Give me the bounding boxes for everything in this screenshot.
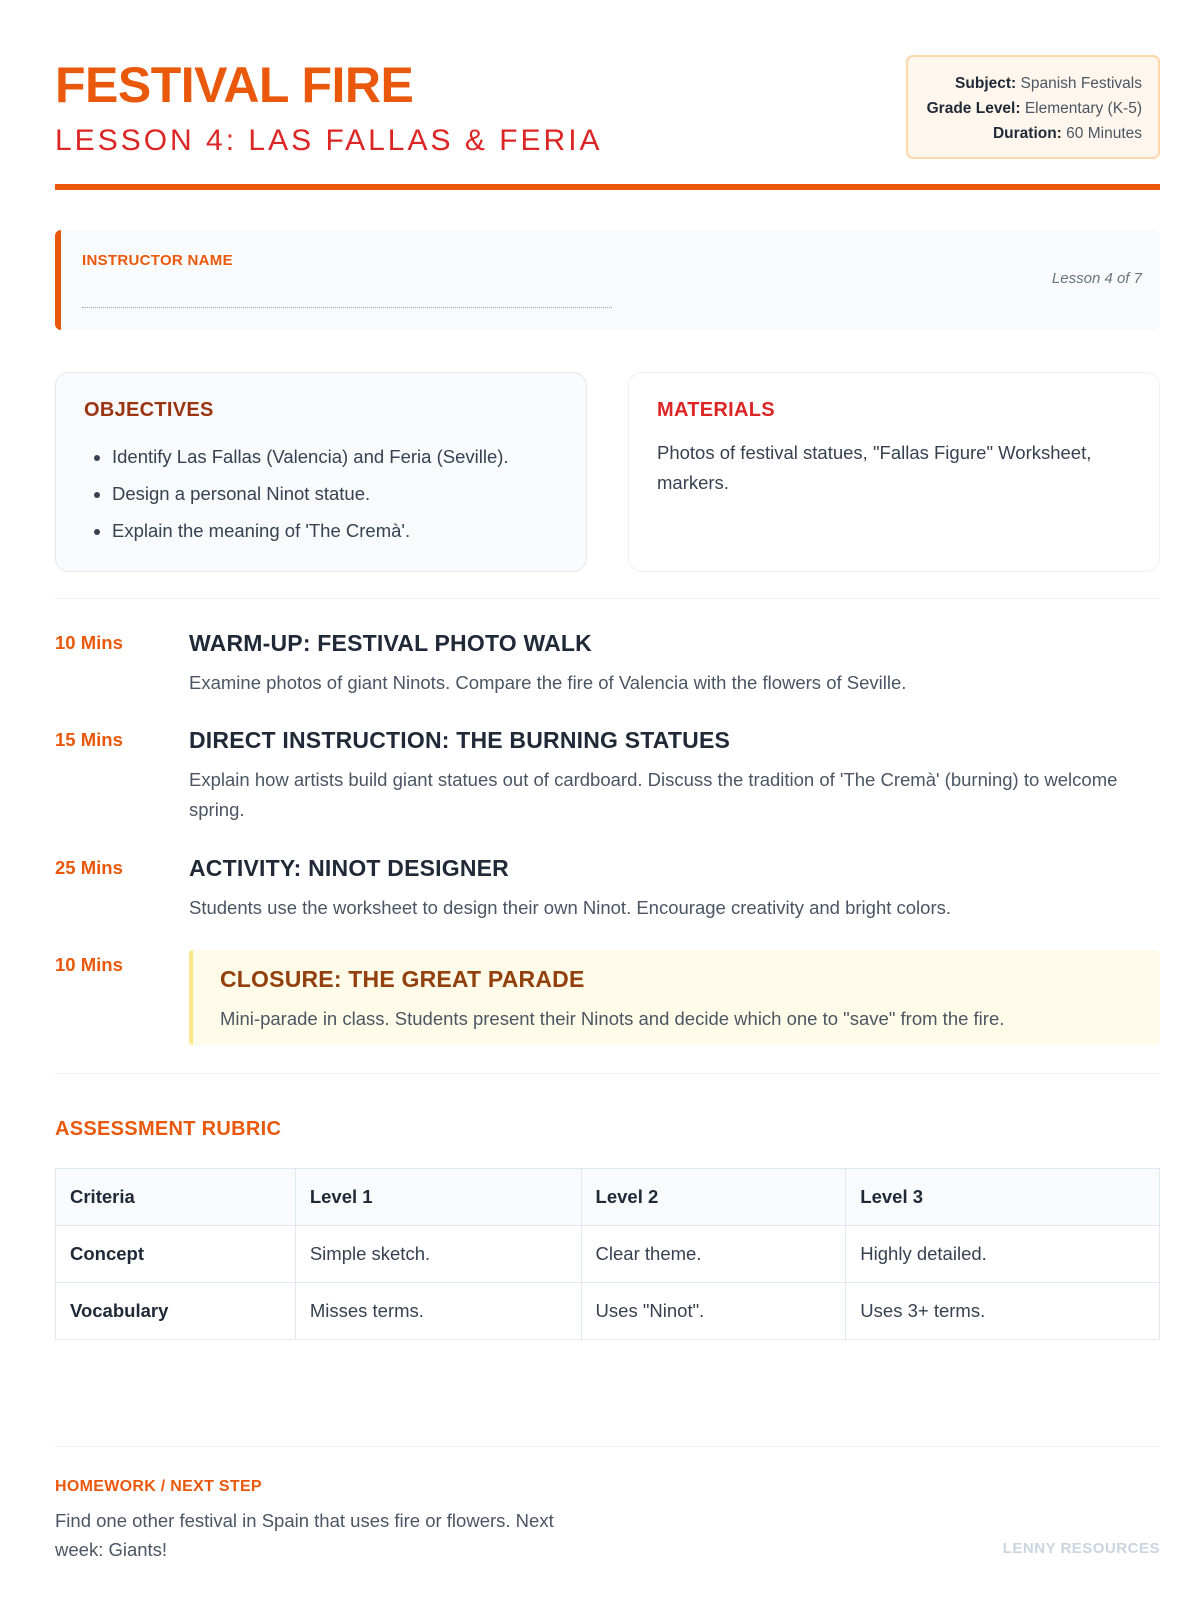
lesson-meta-box	[906, 55, 1160, 159]
table-cell: Concept	[56, 1226, 296, 1283]
column-header: Level 2	[581, 1169, 846, 1226]
list-item: • Design a personal Ninot statue.	[112, 475, 558, 512]
closure-callout	[189, 950, 1160, 1045]
section-divider	[55, 1073, 1160, 1074]
materials-text: Photos of festival statues, "Fallas Figure" Worksheet, markers.	[657, 442, 1092, 493]
table-cell: Highly detailed.	[846, 1226, 1160, 1283]
step-description: Examine photos of giant Ninots. Compare the fire of Valencia with the flowers of Seville.	[189, 672, 907, 693]
step-body	[189, 725, 1160, 825]
meta-label: Duration:	[992, 125, 1062, 142]
objectives-list	[84, 438, 558, 549]
instructor-panel	[55, 230, 1160, 330]
table-row	[56, 1283, 1160, 1340]
section-divider	[55, 1446, 1160, 1447]
homework-label: HOMEWORK / NEXT STEP	[55, 1478, 262, 1495]
column-header: Criteria	[56, 1169, 296, 1226]
step-duration: 10 Mins	[55, 954, 123, 975]
page-subtitle: LESSON 4: LAS FALLAS & FERIA	[55, 124, 603, 157]
step-title: ACTIVITY: NINOT DESIGNER	[189, 855, 509, 881]
lesson-counter: Lesson 4 of 7	[1051, 270, 1142, 287]
step-duration: 25 Mins	[55, 857, 123, 878]
header-rule	[55, 184, 1160, 190]
column-header: Level 3	[846, 1169, 1160, 1226]
homework-text: Find one other festival in Spain that uses fire or flowers. Next week: Giants!	[55, 1510, 554, 1560]
meta-label: Subject:	[955, 75, 1017, 92]
materials-card	[628, 372, 1160, 572]
table-cell: Vocabulary	[56, 1283, 296, 1340]
step-description: Explain how artists build giant statues out of cardboard. Discuss the tradition of 'The Cremà' (burning) to welcome spring.	[189, 769, 1118, 820]
table-cell: Simple sketch.	[295, 1226, 581, 1283]
step-description: Mini-parade in class. Students present their Ninots and decide which one to "save" from the fire.	[220, 1008, 1005, 1029]
meta-value: Elementary (K-5)	[1024, 100, 1142, 117]
page-title: FESTIVAL FIRE	[55, 57, 414, 113]
header	[55, 55, 1160, 195]
table-cell: Uses "Ninot".	[581, 1283, 846, 1340]
meta-value: Spanish Festivals	[1020, 75, 1142, 92]
brand-logo-text: LENNY RESOURCES	[1002, 1540, 1160, 1557]
table-row	[56, 1226, 1160, 1283]
meta-duration	[908, 121, 1142, 146]
instructor-label: INSTRUCTOR NAME	[82, 252, 233, 269]
table-cell: Clear theme.	[581, 1226, 846, 1283]
instructor-name-line[interactable]	[82, 307, 612, 308]
step-description: Students use the worksheet to design their own Ninot. Encourage creativity and bright colors.	[189, 897, 952, 918]
step-title: DIRECT INSTRUCTION: THE BURNING STATUES	[189, 727, 731, 753]
materials-heading: MATERIALS	[657, 399, 775, 421]
meta-label: Grade Level:	[926, 100, 1021, 117]
step-title: WARM-UP: FESTIVAL PHOTO WALK	[189, 630, 592, 656]
meta-subject	[908, 71, 1142, 96]
objectives-heading: OBJECTIVES	[84, 399, 214, 421]
step-duration: 10 Mins	[55, 632, 123, 653]
rubric-heading: ASSESSMENT RUBRIC	[55, 1118, 282, 1140]
list-item: • Identify Las Fallas (Valencia) and Feria (Seville).	[112, 438, 558, 475]
rubric-table	[55, 1168, 1160, 1340]
meta-grade-level	[908, 96, 1142, 121]
table-header-row	[56, 1169, 1160, 1226]
step-body	[189, 853, 1160, 923]
objectives-card	[55, 372, 587, 572]
meta-value: 60 Minutes	[1066, 125, 1142, 142]
lesson-plan-page	[55, 0, 1160, 1600]
table-cell: Uses 3+ terms.	[846, 1283, 1160, 1340]
step-title: CLOSURE: THE GREAT PARADE	[220, 966, 585, 992]
step-duration: 15 Mins	[55, 729, 123, 750]
table-cell: Misses terms.	[295, 1283, 581, 1340]
step-body	[189, 628, 1160, 698]
list-item: • Explain the meaning of 'The Cremà'.	[112, 512, 558, 549]
section-divider	[55, 598, 1160, 599]
column-header: Level 1	[295, 1169, 581, 1226]
